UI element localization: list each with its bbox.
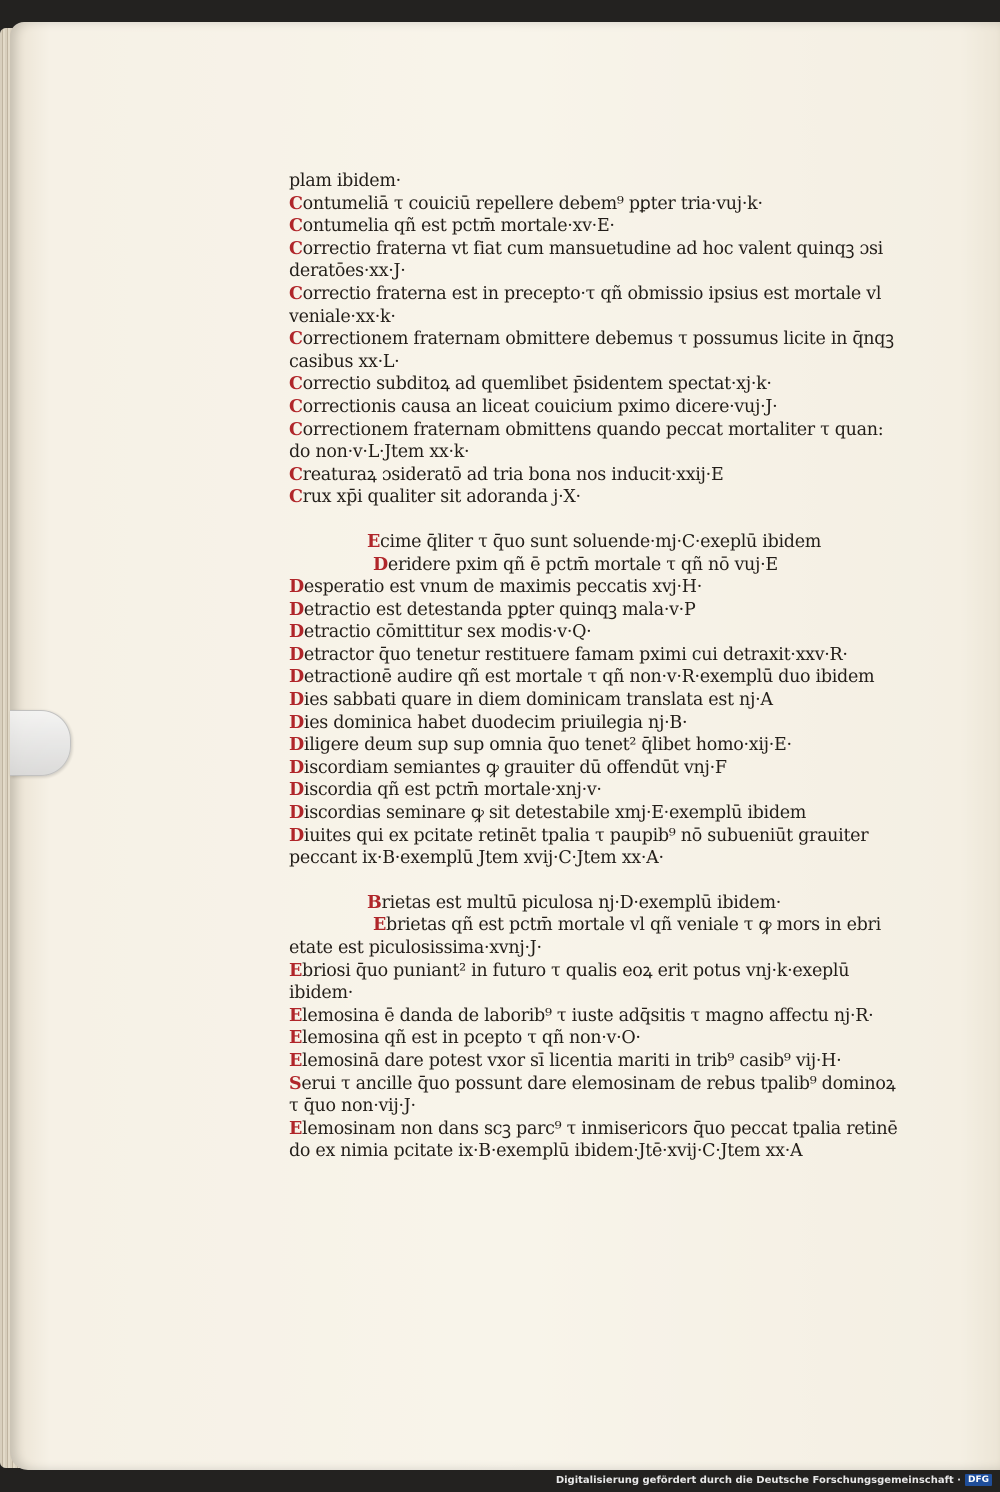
- line-gap: [289, 870, 914, 892]
- text-line: Detractio cōmittitur sex modis·v·Q·: [289, 622, 592, 643]
- text-line: Elemosina ē danda de laborib⁹ τ iuste adq̄sitis τ magno affectu nj·R·: [289, 1005, 874, 1026]
- text-line: Diligere deum sup sup omnia q̄uo tenet² q̄libet homo·xij·E·: [289, 735, 792, 756]
- text-line: deratōes·xx·J·: [289, 261, 406, 282]
- text-line: Detractor q̄uo tenetur restituere famam pximi cui detraxit·xxv·R·: [289, 644, 848, 665]
- text-line: Dies sabbati quare in diem dominicam translata est nj·A: [289, 690, 773, 711]
- dfg-logo: DFG: [965, 1474, 992, 1486]
- text-line: Elemosinam non dans scꝫ parc⁹ τ inmisericors q̄uo peccat tpalia retinē: [289, 1118, 898, 1139]
- text-line: Detractio est detestanda pꝑter quinqꝫ mala·v·P: [289, 599, 696, 620]
- text-line: Correctionem fraternam obmittens quando peccat mortaliter τ quan:: [289, 419, 884, 440]
- text-line: etate est piculosissima·xvnj·J·: [289, 938, 542, 958]
- text-line: τ q̄uo non·vij·J·: [289, 1096, 416, 1117]
- text-line: Ebrietas qñ est pctm̄ mortale vl qñ veniale τ ꝙ mors in ebri: [373, 915, 881, 936]
- text-line: Desperatio est vnum de maximis peccatis xvj·H·: [289, 577, 703, 598]
- text-line: Elemosina qñ est in pcepto τ qñ non·v·O·: [289, 1028, 641, 1049]
- text-line: Deridere pxim qñ ē pctm̄ mortale τ qñ nō vuj·E: [373, 554, 778, 575]
- text-line: Ecime q̄liter τ q̄uo sunt soluende·mj·C·exeplū ibidem: [367, 531, 822, 552]
- book-page: [10, 22, 1000, 1470]
- text-line: Ebriosi q̄uo puniant² in futuro τ qualis eoꝝ erit potus vnj·k·exeplū: [289, 960, 850, 981]
- text-line: casibus xx·L·: [289, 351, 400, 372]
- text-line: Elemosinā dare potest vxor sī licentia mariti in trib⁹ casib⁹ vij·H·: [289, 1050, 842, 1071]
- text-line: Dies dominica habet duodecim priuilegia nj·B·: [289, 712, 688, 733]
- text-line: Discordiam semiantes ꝙ grauiter dū offendūt vnj·F: [289, 757, 727, 778]
- footer-credit: [556, 1472, 992, 1488]
- text-line: Crux xp̄i qualiter sit adoranda j·X·: [289, 487, 581, 508]
- funding-credit: Digitalisierung gefördert durch die Deutsche Forschungsgemeinschaft ·: [555, 1474, 961, 1486]
- text-line: Diuites qui ex pcitate retinēt tpalia τ paupib⁹ nō subueniūt grauiter: [289, 825, 869, 846]
- text-line: ibidem·: [289, 983, 354, 1004]
- text-line: Contumelia qñ est pctm̄ mortale·xv·E·: [289, 216, 615, 237]
- text-line: Brietas est multū piculosa nj·D·exemplū ibidem·: [367, 892, 782, 913]
- line-gap: [289, 509, 914, 531]
- text-line: peccant ix·B·exemplū Jtem xvij·C·Jtem xx·A·: [289, 848, 664, 869]
- text-line: Correctionem fraternam obmittere debemus τ possumus licite in q̄nqꝫ: [289, 329, 894, 350]
- text-line: Discordias seminare ꝙ sit detestabile xmj·E·exemplū ibidem: [289, 803, 807, 824]
- text-line: Correctio subditoꝝ ad quemlibet p̄sidentem spectat·xj·k·: [289, 374, 772, 395]
- text-line: Discordia qñ est pctm̄ mortale·xnj·v·: [289, 780, 602, 801]
- text-line: do non·v·L·Jtem xx·k·: [289, 442, 470, 463]
- text-block: [289, 170, 914, 1163]
- text-line: Contumeliā τ couiciū repellere debem⁹ pꝑter tria·vuj·k·: [289, 193, 763, 214]
- text-line: plam ibidem·: [289, 171, 401, 191]
- text-line: Correctionis causa an liceat couicium pximo dicere·vuj·J·: [289, 396, 778, 417]
- text-line: Correctio fraterna est in precepto·τ qñ obmissio ipsius est mortale vl: [289, 283, 882, 304]
- text-line: do ex nimia pcitate ix·B·exemplū ibidem·Jtē·xvij·C·Jtem xx·A: [289, 1141, 803, 1162]
- text-line: Correctio fraterna vt fiat cum mansuetudine ad hoc valent quinqꝫ ɔsi: [289, 238, 883, 259]
- text-line: Creaturaꝝ ɔsideratō ad tria bona nos inducit·xxij·E: [289, 464, 724, 485]
- text-line: Serui τ ancille q̄uo possunt dare elemosinam de rebus tpalib⁹ dominoꝝ: [289, 1073, 896, 1094]
- page-clip: [10, 710, 71, 776]
- text-line: Detractionē audire qñ est mortale τ qñ non·v·R·exemplū duo ibidem: [289, 667, 875, 688]
- text-line: veniale·xx·k·: [289, 306, 396, 327]
